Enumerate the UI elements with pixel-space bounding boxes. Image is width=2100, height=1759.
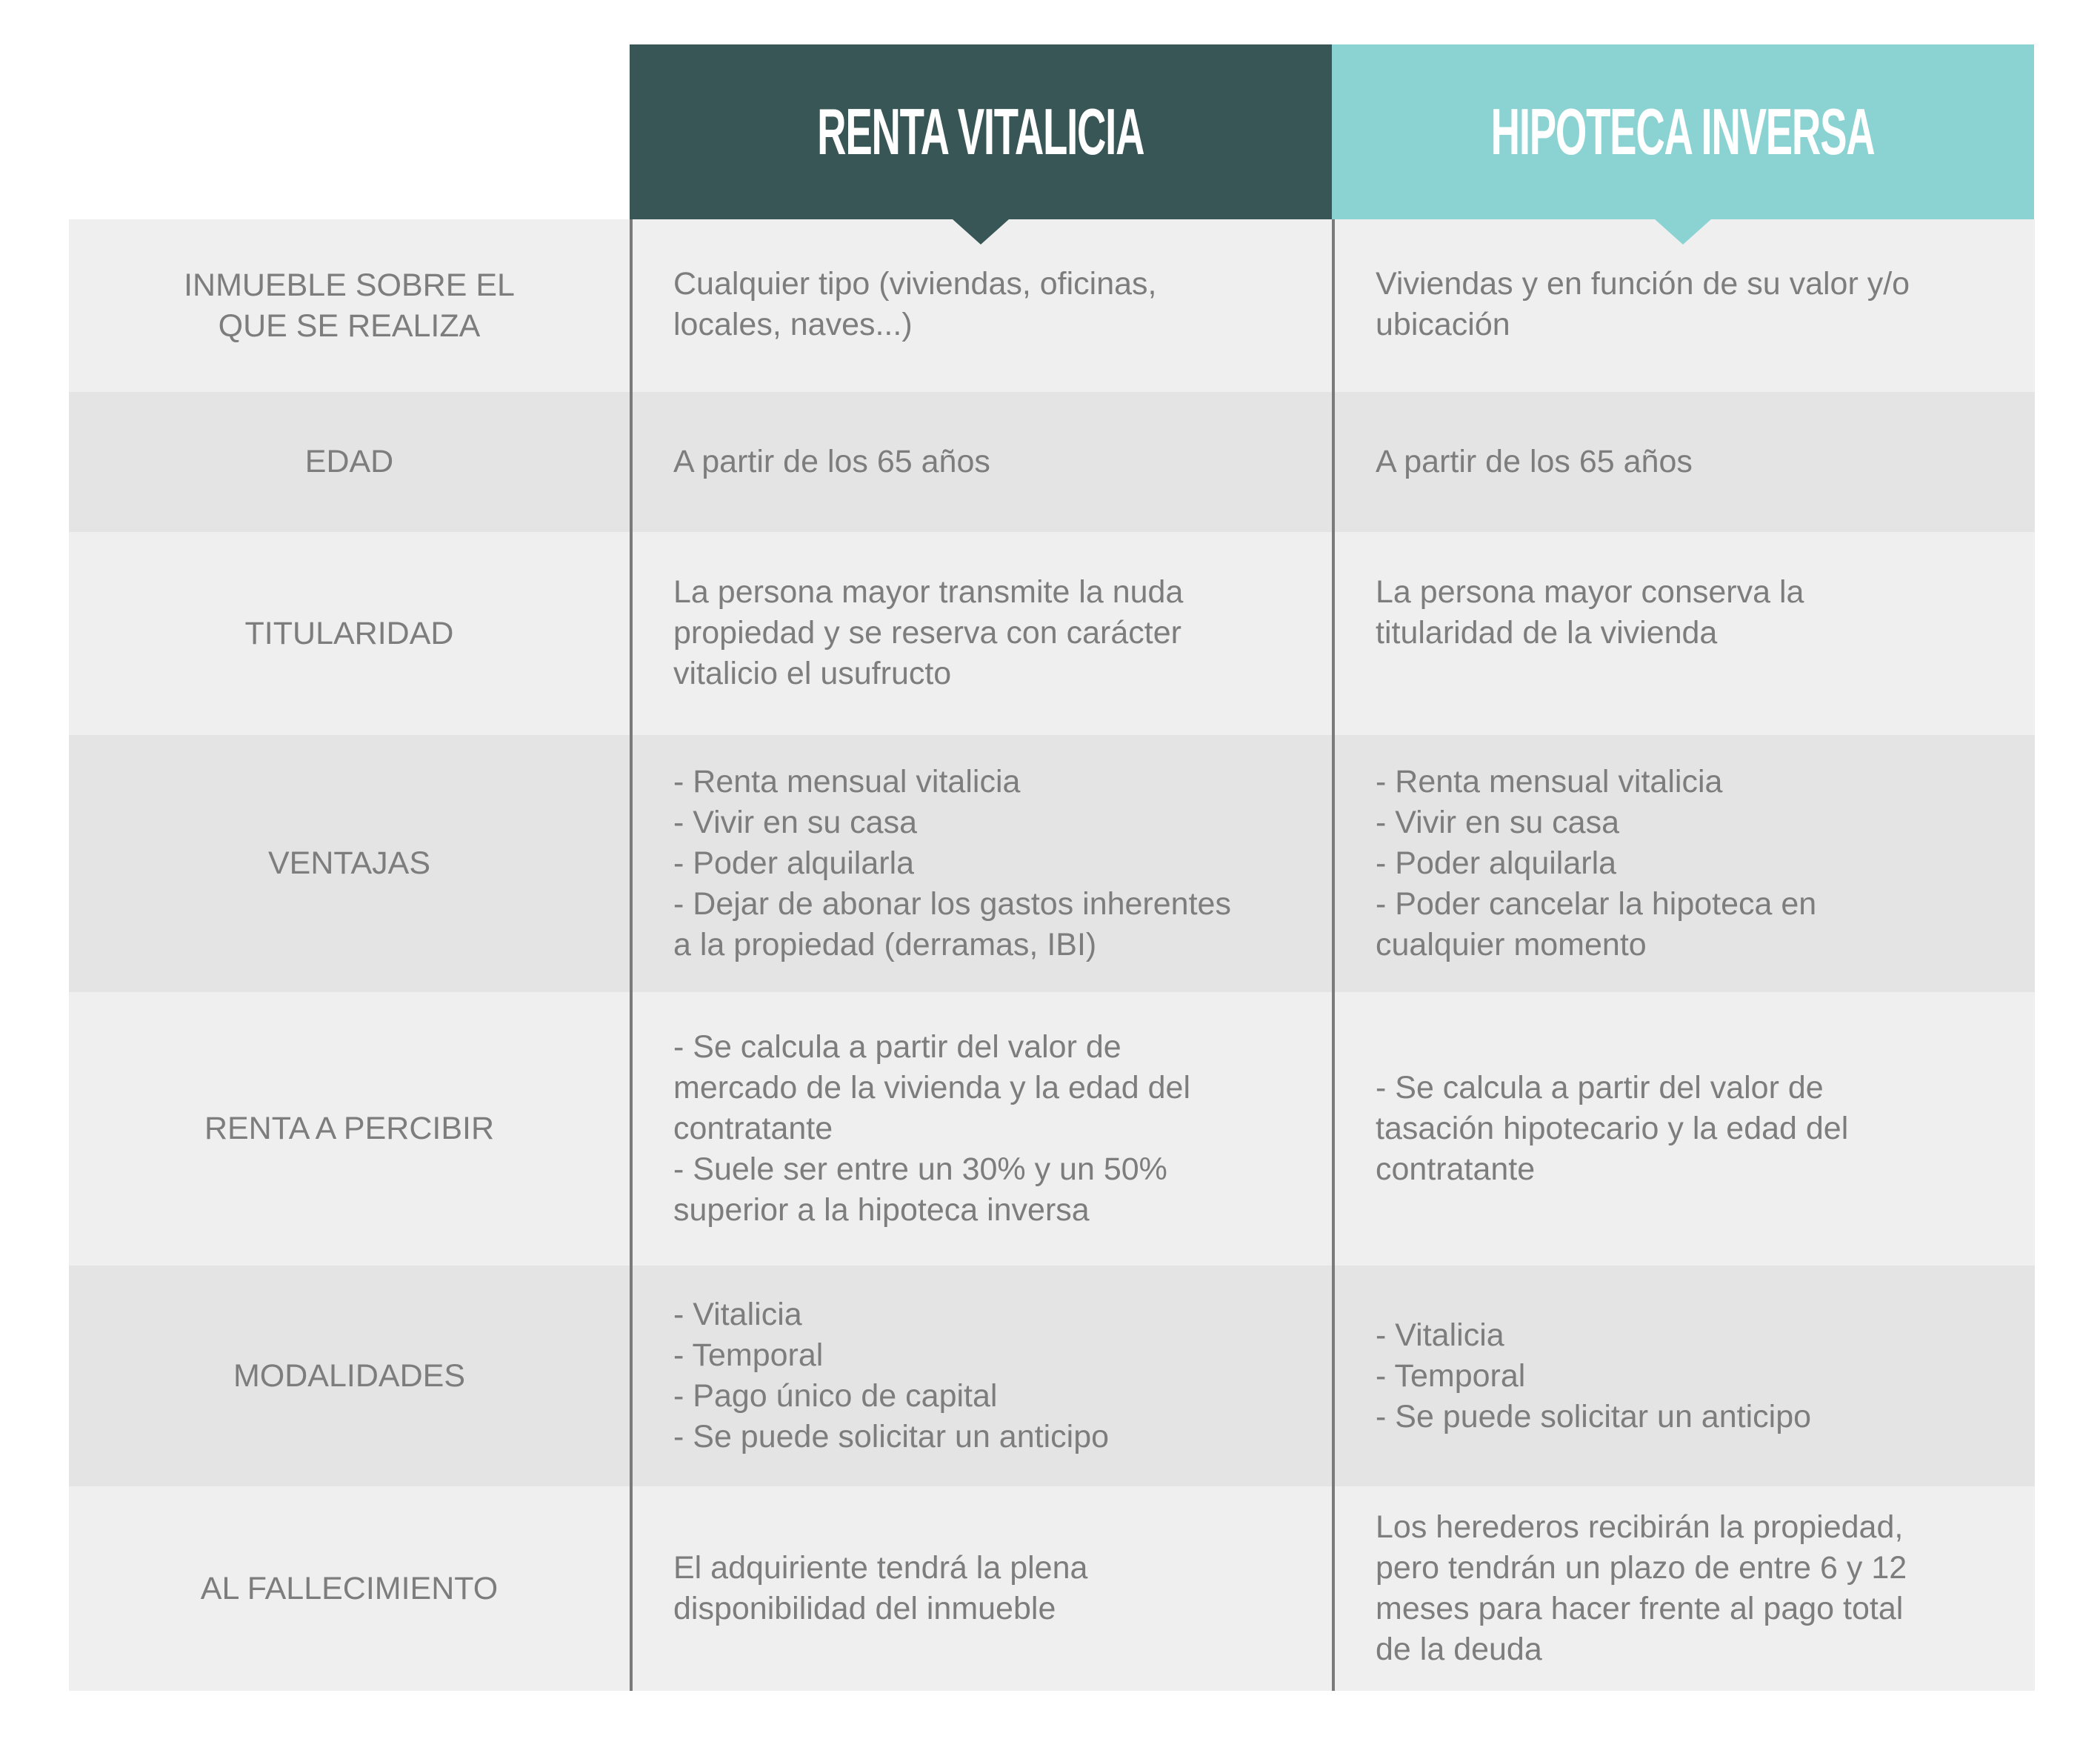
- cell-renta-vitalicia: [630, 219, 1332, 392]
- cell-renta-vitalicia: [630, 392, 1332, 532]
- cell-hipoteca-inversa: [1332, 1486, 2034, 1691]
- table-row-al-fallecimiento: [69, 1486, 2035, 1691]
- cell-hipoteca-inversa: [1332, 392, 2034, 532]
- cell-text: La persona mayor conserva la: [1376, 574, 1804, 610]
- cell-text: - Temporal: [673, 1337, 824, 1373]
- cell-hipoteca-inversa: [1332, 532, 2034, 735]
- row-label-line: TITULARIDAD: [244, 615, 454, 651]
- cell-renta-vitalicia: [630, 1266, 1332, 1486]
- cell-text: Viviendas y en función de su valor y/o: [1376, 266, 1910, 302]
- cell-text: superior a la hipoteca inversa: [673, 1192, 1090, 1228]
- row-label-line: EDAD: [304, 444, 394, 479]
- header-title: RENTA VITALICIA: [817, 95, 1144, 168]
- cell-text: - Pago único de capital: [673, 1378, 998, 1414]
- cell-text: El adquiriente tendrá la plena: [673, 1550, 1088, 1586]
- cell-text: - Se puede solicitar un anticipo: [1376, 1398, 1812, 1434]
- cell-text: - Suele ser entre un 30% y un 50%: [673, 1151, 1167, 1187]
- cell-text: - Poder cancelar la hipoteca en: [1376, 886, 1817, 922]
- cell-text: - Vivir en su casa: [673, 805, 918, 840]
- header-title: HIPOTECA INVERSA: [1491, 95, 1875, 168]
- table-row-titularidad: [69, 532, 2035, 735]
- cell-text: - Se puede solicitar un anticipo: [673, 1419, 1110, 1454]
- table-row-ventajas: [69, 735, 2035, 992]
- cell-text: Cualquier tipo (viviendas, oficinas,: [673, 266, 1157, 302]
- cell-text: contratante: [673, 1111, 833, 1146]
- pointer-down-icon: [1655, 219, 1711, 245]
- cell-text: A partir de los 65 años: [673, 444, 990, 479]
- row-label-line: QUE SE REALIZA: [218, 307, 481, 344]
- table-row-inmueble: [69, 219, 2035, 392]
- cell-renta-vitalicia: [630, 992, 1332, 1266]
- cell-text: mercado de la vivienda y la edad del: [673, 1070, 1190, 1105]
- cell-text: contratante: [1376, 1151, 1536, 1187]
- row-label-line: MODALIDADES: [233, 1357, 465, 1394]
- cell-text: - Temporal: [1376, 1357, 1526, 1394]
- header-renta-vitalicia: [630, 44, 1332, 219]
- cell-text: ubicación: [1376, 307, 1510, 342]
- cell-hipoteca-inversa: [1332, 735, 2034, 992]
- cell-text: locales, naves...): [673, 307, 913, 342]
- cell-hipoteca-inversa: [1332, 219, 2034, 392]
- cell-text: tasación hipotecario y la edad del: [1376, 1111, 1849, 1146]
- cell-text: de la deuda: [1376, 1632, 1542, 1667]
- row-label-line: RENTA A PERCIBIR: [204, 1111, 495, 1146]
- cell-text: disponibilidad del inmueble: [673, 1591, 1056, 1626]
- row-label-line: AL FALLECIMIENTO: [200, 1570, 499, 1606]
- cell-text: La persona mayor transmite la nuda: [673, 574, 1184, 610]
- cell-text: - Se calcula a partir del valor de: [1376, 1070, 1824, 1105]
- cell-text: - Renta mensual vitalicia: [673, 764, 1021, 799]
- cell-text: - Vitalicia: [1376, 1317, 1504, 1353]
- row-label-line: INMUEBLE SOBRE EL: [184, 267, 515, 303]
- cell-text: titularidad de la vivienda: [1376, 615, 1718, 651]
- cell-renta-vitalicia: [630, 735, 1332, 992]
- cell-text: a la propiedad (derramas, IBI): [673, 927, 1097, 962]
- cell-text: meses para hacer frente al pago total: [1376, 1591, 1904, 1626]
- cell-text: - Vivir en su casa: [1376, 805, 1620, 840]
- cell-text: vitalicio el usufructo: [673, 656, 952, 691]
- row-label: [69, 219, 630, 392]
- cell-renta-vitalicia: [630, 1486, 1332, 1691]
- table-row-modalidades: [69, 1266, 2035, 1486]
- header-row: [69, 44, 2035, 219]
- cell-text: Los herederos recibirán la propiedad,: [1376, 1509, 1904, 1545]
- cell-renta-vitalicia: [630, 532, 1332, 735]
- cell-text: - Dejar de abonar los gastos inherentes: [673, 886, 1231, 922]
- cell-text: - Vitalicia: [673, 1297, 802, 1332]
- cell-hipoteca-inversa: [1332, 1266, 2034, 1486]
- header-hipoteca-inversa: [1332, 44, 2034, 219]
- cell-text: A partir de los 65 años: [1376, 444, 1693, 479]
- cell-text: - Poder alquilarla: [673, 845, 915, 881]
- cell-text: cualquier momento: [1376, 927, 1647, 962]
- cell-text: - Se calcula a partir del valor de: [673, 1029, 1121, 1065]
- comparison-table: [69, 44, 2035, 1691]
- row-label-line: VENTAJAS: [267, 845, 431, 881]
- row-label: [69, 1266, 630, 1486]
- row-label: [69, 1486, 630, 1691]
- pointer-down-icon: [953, 219, 1009, 245]
- cell-text: - Poder alquilarla: [1376, 845, 1617, 881]
- row-label: [69, 392, 630, 532]
- cell-hipoteca-inversa: [1332, 992, 2034, 1266]
- cell-text: propiedad y se reserva con carácter: [673, 615, 1181, 651]
- table-row-edad: [69, 392, 2035, 532]
- cell-text: - Renta mensual vitalicia: [1376, 764, 1723, 799]
- row-label: [69, 992, 630, 1266]
- row-label: [69, 532, 630, 735]
- cell-text: pero tendrán un plazo de entre 6 y 12: [1376, 1550, 1907, 1586]
- header-spacer: [69, 44, 630, 219]
- table-row-renta-a-percibir: [69, 992, 2035, 1266]
- row-label: [69, 735, 630, 992]
